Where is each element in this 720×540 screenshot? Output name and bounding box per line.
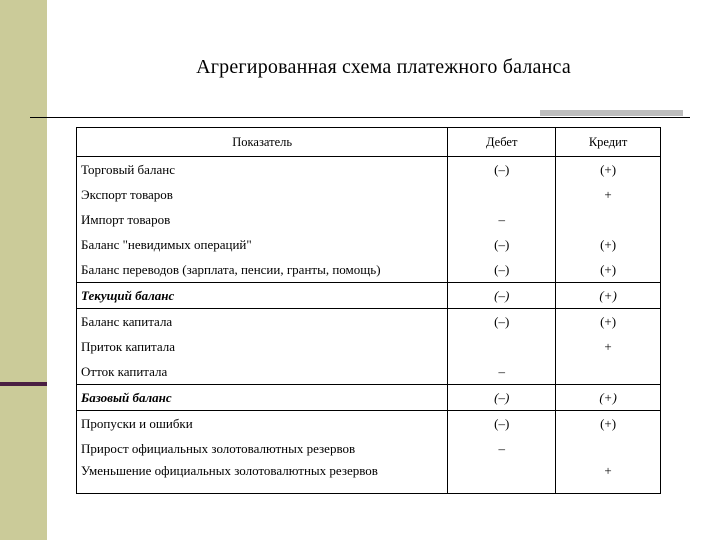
row-debit — [448, 182, 556, 207]
row-label: Пропуски и ошибки — [77, 411, 448, 437]
row-credit: (+) — [556, 411, 661, 437]
row-credit: (+) — [556, 257, 661, 283]
row-credit: (+) — [556, 232, 661, 257]
row-label: Текущий баланс — [77, 283, 448, 309]
row-debit: (–) — [448, 257, 556, 283]
row-debit: (–) — [448, 283, 556, 309]
row-credit: (+) — [556, 309, 661, 335]
row-debit: (–) — [448, 411, 556, 437]
row-credit — [556, 359, 661, 385]
header-accent-bar — [540, 110, 683, 116]
table-row — [77, 334, 661, 359]
table-row-subtotal — [77, 385, 661, 411]
balance-of-payments-table — [76, 127, 661, 494]
row-debit: (–) — [448, 309, 556, 335]
table-row — [77, 411, 661, 437]
row-label: Торговый баланс — [77, 157, 448, 183]
table-row — [77, 461, 661, 494]
row-credit: + — [556, 182, 661, 207]
row-credit: (+) — [556, 385, 661, 411]
row-label: Экспорт товаров — [77, 182, 448, 207]
row-label: Отток капитала — [77, 359, 448, 385]
header-divider — [30, 117, 690, 118]
row-debit: (–) — [448, 157, 556, 183]
row-debit: – — [448, 359, 556, 385]
row-debit: – — [448, 207, 556, 232]
table-row — [77, 232, 661, 257]
table-row — [77, 257, 661, 283]
row-credit: + — [556, 334, 661, 359]
table-row — [77, 359, 661, 385]
row-label: Импорт товаров — [77, 207, 448, 232]
row-credit — [556, 436, 661, 461]
row-label: Прирост официальных золотовалютных резервов — [77, 436, 448, 461]
table-row — [77, 436, 661, 461]
row-credit — [556, 207, 661, 232]
row-debit: (–) — [448, 232, 556, 257]
row-credit: (+) — [556, 283, 661, 309]
header-indicator: Показатель — [77, 128, 448, 157]
row-debit — [448, 461, 556, 494]
row-label: Баланс переводов (зарплата, пенсии, гранты, помощь) — [77, 257, 448, 283]
table-row — [77, 157, 661, 183]
left-decorative-bar — [0, 0, 47, 540]
table-row-subtotal — [77, 283, 661, 309]
left-bar-accent-line — [0, 382, 47, 386]
row-label: Приток капитала — [77, 334, 448, 359]
header-debit: Дебет — [448, 128, 556, 157]
row-label: Базовый баланс — [77, 385, 448, 411]
row-label: Баланс "невидимых операций" — [77, 232, 448, 257]
row-debit: (–) — [448, 385, 556, 411]
table-row — [77, 309, 661, 335]
header-credit: Кредит — [556, 128, 661, 157]
row-label: Уменьшение официальных золотовалютных резервов — [77, 461, 448, 494]
table-header-row — [77, 128, 661, 157]
row-label: Баланс капитала — [77, 309, 448, 335]
table-row — [77, 207, 661, 232]
row-credit: (+) — [556, 157, 661, 183]
row-debit — [448, 334, 556, 359]
table-row — [77, 182, 661, 207]
row-credit: + — [556, 461, 661, 494]
page-title: Агрегированная схема платежного баланса — [196, 56, 571, 78]
row-debit: – — [448, 436, 556, 461]
